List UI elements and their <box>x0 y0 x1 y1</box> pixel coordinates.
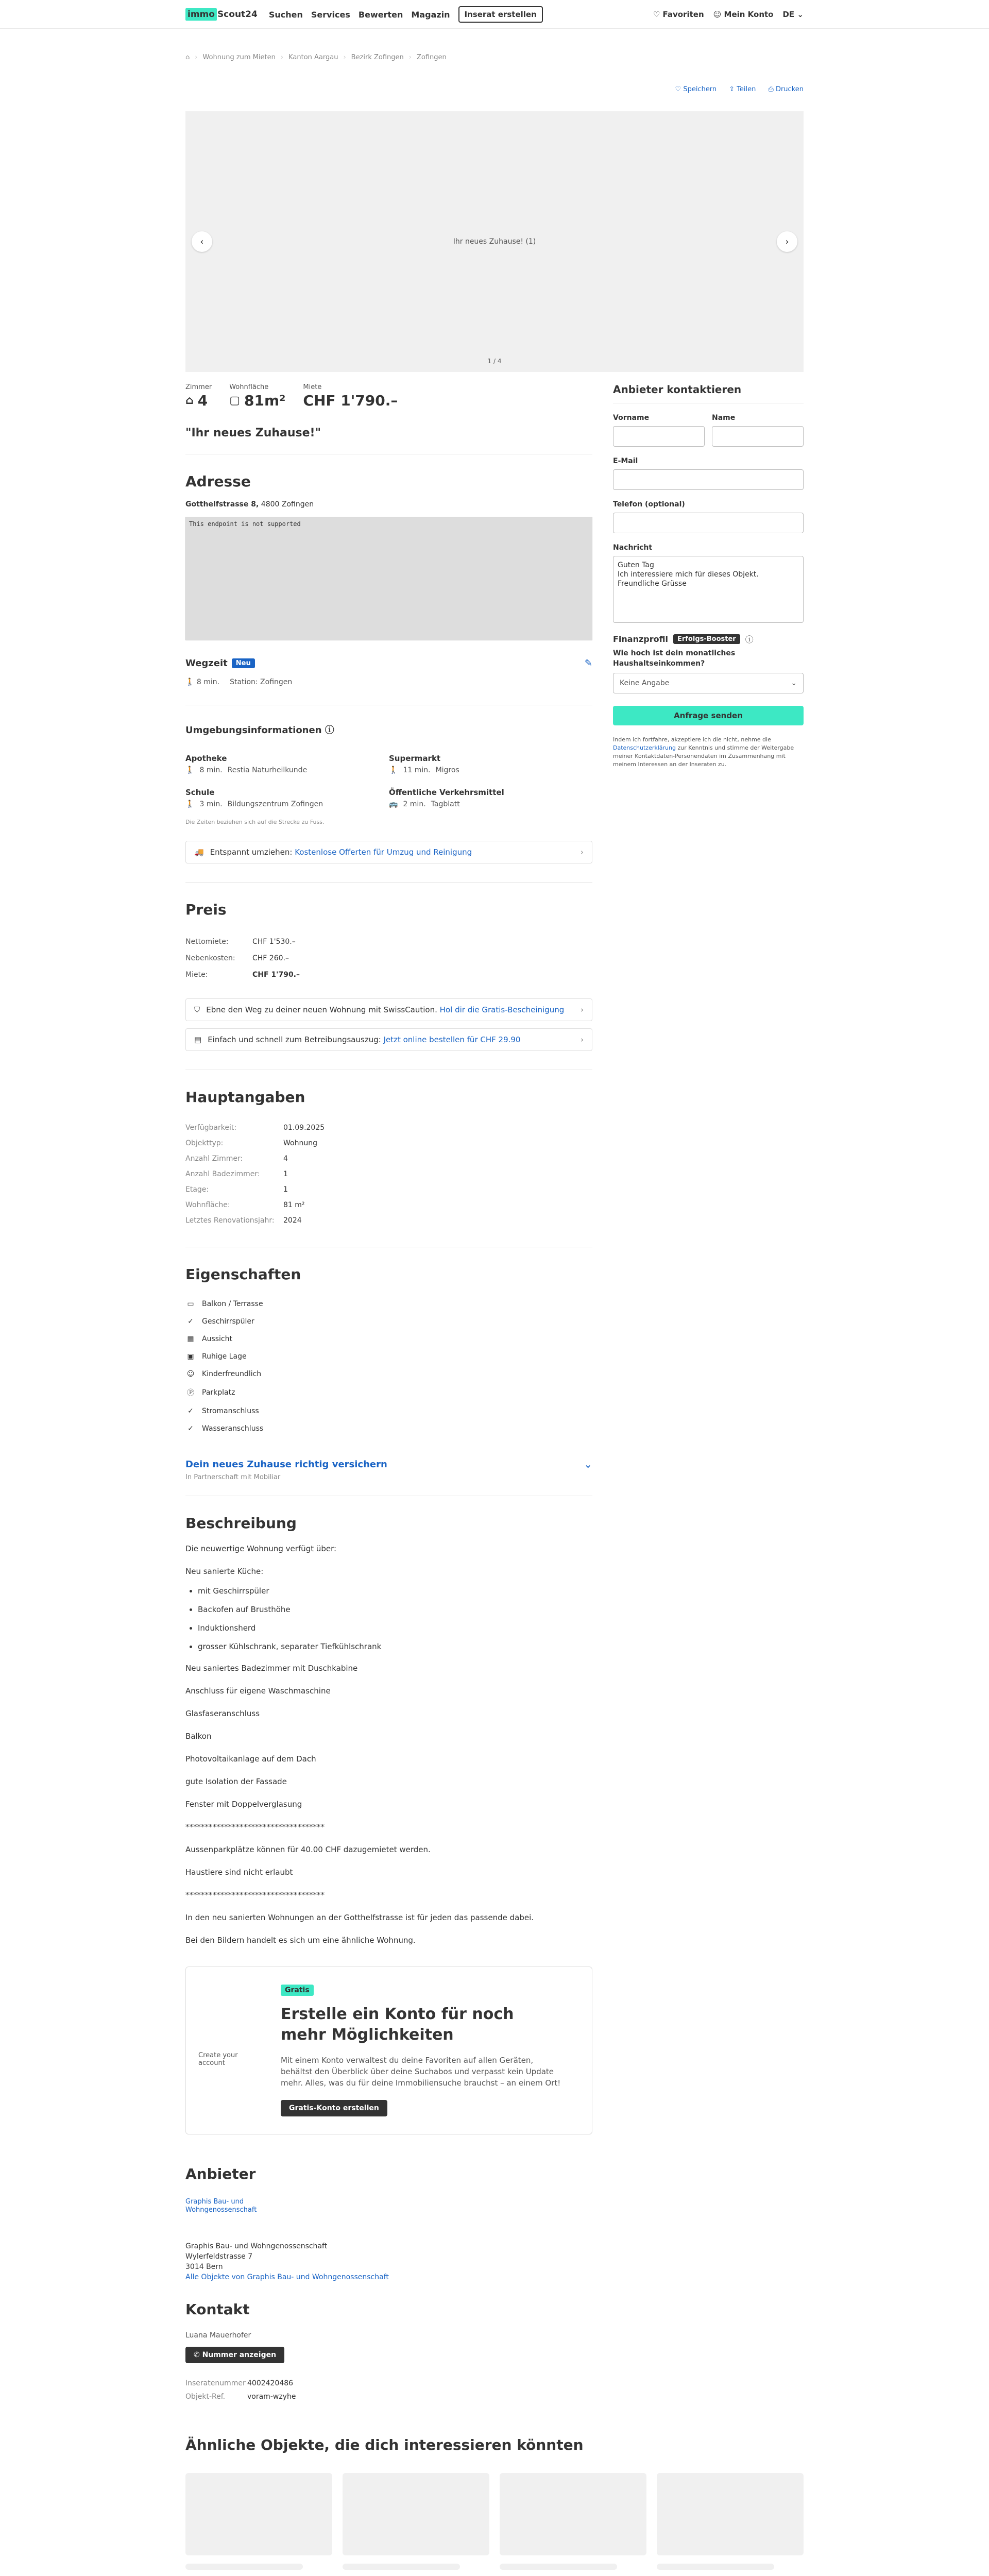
send-request-button[interactable]: Anfrage senden <box>613 706 804 725</box>
create-account-button[interactable]: Gratis-Konto erstellen <box>281 2100 387 2116</box>
key-facts: Zimmer ⌂ 4 Wohnfläche ▢ 81m² Miete CHF 1'790.– <box>185 383 398 409</box>
description-text: Anschluss für eigene Waschmaschine <box>185 1686 331 1696</box>
features-heading: Eigenschaften <box>185 1266 301 1283</box>
insurance-toggle[interactable]: Dein neues Zuhause richtig versichern ⌄ <box>185 1458 592 1470</box>
chevron-down-icon: ⌄ <box>791 679 797 687</box>
home-icon[interactable]: ⌂ <box>185 53 190 61</box>
data-row: Anzahl Badezimmer: 1 <box>185 1170 288 1178</box>
description-heading: Beschreibung <box>185 1515 297 1532</box>
data-row: Verfügbarkeit: 01.09.2025 <box>185 1124 325 1132</box>
logo[interactable]: immo Scout24 <box>185 8 258 21</box>
wegzeit-row: 🚶 8 min. Station: Zofingen <box>185 678 293 686</box>
data-row: Letztes Renovationsjahr: 2024 <box>185 1216 302 1225</box>
umgebung-title: Umgebungsinformationen ⓘ <box>185 725 334 736</box>
insert-button[interactable]: Inserat erstellen <box>458 6 543 23</box>
nav-suchen[interactable]: Suchen <box>268 9 303 20</box>
swisscaution-link[interactable]: Hol dir die Gratis-Bescheinigung <box>439 1005 565 1014</box>
walk-icon: 🚶 <box>185 678 195 686</box>
chevron-right-icon: › <box>581 1035 584 1044</box>
feature-item: ▣ Ruhige Lage <box>185 1348 592 1365</box>
phone-icon: ✆ <box>194 2351 200 2359</box>
balcony-icon: ▭ <box>187 1300 194 1308</box>
price-row: Nebenkosten: CHF 260.– <box>185 954 289 962</box>
booster-badge: Erfolgs-Booster <box>673 634 740 644</box>
similar-heading: Ähnliche Objekte, die dich interessieren könnten <box>185 2436 584 2453</box>
quiet-icon: ▣ <box>187 1352 194 1361</box>
image-gallery[interactable] <box>185 111 804 372</box>
gallery-counter: 1 / 4 <box>487 358 502 365</box>
document-icon: ▤ <box>194 1035 202 1044</box>
data-row: Anzahl Zimmer: 4 <box>185 1155 288 1163</box>
check-icon: ✓ <box>187 1425 194 1433</box>
pencil-icon[interactable]: ✎ <box>584 658 592 669</box>
address-text: Gotthelfstrasse 8, 4800 Zofingen <box>185 500 314 509</box>
listing-title: "Ihr neues Zuhause!" <box>185 427 592 454</box>
feature-item: ✓ Stromanschluss <box>185 1402 592 1420</box>
moving-promo-link[interactable]: Kostenlose Offerten für Umzug und Reinigung <box>295 848 472 857</box>
phone-input[interactable] <box>613 513 804 533</box>
provider-all-link[interactable]: Alle Objekte von Graphis Bau- und Wohngenossenschaft <box>185 2273 389 2281</box>
favorites-link[interactable]: ♡ Favoriten <box>653 10 704 19</box>
feature-item: ▭ Balkon / Terrasse <box>185 1295 592 1313</box>
area-icon: ▢ <box>229 394 240 407</box>
truck-icon: 🚚 <box>194 848 204 857</box>
gallery-image: Ihr neues Zuhause! (1) <box>453 238 536 246</box>
price-row: Miete: CHF 1'790.– <box>185 971 300 979</box>
insurance-sub: In Partnerschaft mit Mobiliar <box>185 1473 592 1496</box>
walk-icon: 🚶 <box>185 766 195 774</box>
child-icon: ☺ <box>186 1370 195 1378</box>
account-promo-title: Erstelle ein Konto für noch mehr Möglichkeiten <box>281 2005 514 2044</box>
chevron-right-icon: › <box>581 848 584 857</box>
description-text: Balkon <box>185 1732 212 1741</box>
account-promo-text: Mit einem Konto verwaltest du deine Favoriten auf allen Geräten, behältst den Überblick über deine Suchabos und verpasst kein Update mehr. Alles, was du für deine Immobiliensuche brauchst – an einem Ort! <box>281 2056 561 2088</box>
breadcrumb-item[interactable]: Bezirk Zofingen <box>351 53 404 61</box>
description-text: Bei den Bildern handelt es sich um eine ähnliche Wohnung. <box>185 1936 416 1945</box>
check-icon: ✓ <box>187 1407 194 1415</box>
swisscaution-promo[interactable]: ⛉ Ebne den Weg zu deiner neuen Wohnung mit SwissCaution. Hol dir die Gratis-Bescheinigung › <box>185 998 592 1021</box>
email-input[interactable] <box>613 469 804 490</box>
walk-icon: 🚶 <box>389 766 398 774</box>
breadcrumb: ⌂ › Wohnung zum Mieten › Kanton Aargau › Bezirk Zofingen › Zofingen <box>185 53 447 61</box>
breadcrumb-item[interactable]: Zofingen <box>417 53 447 61</box>
walk-icon: 🚶 <box>185 800 195 808</box>
shield-icon: ⛉ <box>194 1005 200 1014</box>
legal-text: Indem ich fortfahre, akzeptiere ich die nicht, nehme die Datenschutzerklärung zur Kenntnis und stimme der Weitergabe meiner Kontaktdaten-Personendaten im Zusammenhang mit meinem Interessen an der Inseraten zu. <box>613 736 794 768</box>
similar-card[interactable] <box>500 2473 646 2576</box>
first-name-input[interactable] <box>613 426 705 447</box>
message-textarea[interactable]: Guten Tag Ich interessiere mich für dieses Objekt. Freundliche Grüsse <box>613 556 804 623</box>
chevron-down-icon: ⌄ <box>584 1458 592 1470</box>
kitchen-list: • mit Geschirrspüler • Backofen auf Brusthöhe • Induktionsherd • grosser Kühlschrank, separater Tiefkühlschrank <box>198 1586 592 1651</box>
house-icon: ⌂ <box>185 394 194 407</box>
similar-objects <box>185 2436 804 2576</box>
check-icon: ✓ <box>187 1317 194 1326</box>
main-content <box>185 383 592 2403</box>
privacy-link[interactable]: Datenschutzerklärung <box>613 744 676 751</box>
nav-bewerten[interactable]: Bewerten <box>358 9 403 20</box>
contact-form-title: Anbieter kontaktieren <box>613 383 804 403</box>
share-row <box>185 86 804 111</box>
similar-card[interactable] <box>185 2473 332 2576</box>
contact-name: Luana Mauerhofer <box>185 2331 251 2340</box>
info-icon[interactable]: ⓘ <box>745 635 754 645</box>
nav-magazin[interactable]: Magazin <box>411 9 450 20</box>
description-text: In den neu sanierten Wohnungen an der Gotthelfstrasse ist für jeden das passende dabei. <box>185 1913 534 1922</box>
share-button[interactable]: ⇪ Teilen <box>729 86 756 93</box>
income-select[interactable]: Keine Angabe ⌄ <box>613 673 804 693</box>
mobiliar-logo: Mobiliar <box>253 1473 281 1481</box>
description-text: Photovoltaikanlage auf dem Dach <box>185 1754 316 1764</box>
umgebung-note: Die Zeiten beziehen sich auf die Strecke zu Fuss. <box>185 819 325 825</box>
description-text: Aussenparkplätze können für 40.00 CHF dazugemietet werden. <box>185 1845 431 1854</box>
description-text: gute Isolation der Fassade <box>185 1777 287 1786</box>
account-promo <box>185 1967 592 2134</box>
wegzeit-title: Wegzeit <box>185 658 228 669</box>
parking-icon: Ⓟ <box>187 1389 194 1397</box>
betreibung-promo[interactable]: ▤ Einfach und schnell zum Betreibungsauszug: Jetzt online bestellen für CHF 29.90 › <box>185 1028 592 1051</box>
user-icon: ☺ <box>713 10 722 19</box>
nav-services[interactable]: Services <box>311 9 350 20</box>
similar-card[interactable] <box>343 2473 489 2576</box>
breadcrumb-item[interactable]: Kanton Aargau <box>288 53 338 61</box>
umgebung-item: Schule 🚶 3 min. Bildungszentrum Zofingen <box>185 788 323 808</box>
umgebung-item: Apotheke 🚶 8 min. Restia Naturheilkunde <box>185 754 308 774</box>
betreibung-link[interactable]: Jetzt online bestellen für CHF 29.90 <box>383 1035 521 1044</box>
show-number-button[interactable]: ✆ Nummer anzeigen <box>185 2347 284 2363</box>
free-badge: Gratis <box>281 1985 314 1996</box>
info-icon[interactable]: ⓘ <box>325 725 334 736</box>
description-text: Haustiere sind nicht erlaubt <box>185 1868 293 1877</box>
account-image: Create your account <box>198 2052 238 2067</box>
description-text: Glasfaseranschluss <box>185 1709 260 1718</box>
feature-item: ✓ Geschirrspüler <box>185 1313 592 1330</box>
view-icon: ▦ <box>187 1335 194 1343</box>
contact-row: Objekt-Ref. voram-wzyhe <box>185 2393 296 2401</box>
breadcrumb-item[interactable]: Wohnung zum Mieten <box>202 53 276 61</box>
feature-item: ▦ Aussicht <box>185 1330 592 1348</box>
description-text: Die neuwertige Wohnung verfügt über: <box>185 1544 337 1553</box>
chevron-right-icon[interactable]: › <box>777 231 797 252</box>
provider-info: Graphis Bau- und Wohngenossenschaft Wylerfeldstrasse 7 3014 Bern Alle Objekte von Graphis Bau- und Wohngenossenschaft <box>185 2242 389 2281</box>
contact-form: Anbieter kontaktieren Vorname Name E-Mail Telefon (optional) Nachricht Guten Tag Ich interessiere mich für dieses Objekt. Freundliche Grüsse Finanzprofil Erfolgs-Booster ⓘ Wie hoch ist dein monatliches Haushaltseinkommen? Keine Angabe ⌄ Anfrage senden Indem ich fortfahre, akzeptiere ich die nicht, nehme die Datenschutzerklärung zur Kenntnis und stimme der Weitergabe meiner Kontaktdaten-Personendaten im Zusammenhang mit meinem Interessen an der Inseraten zu. <box>613 383 804 2403</box>
description-text: Fenster mit Doppelverglasung <box>185 1800 302 1809</box>
contact-row: Inseratenummer 4002420486 <box>185 2379 294 2387</box>
main-data-heading: Hauptangaben <box>185 1089 305 1106</box>
provider-logo[interactable]: Graphis Bau- und Wohngenossenschaft <box>185 2198 257 2214</box>
feature-item: Ⓟ Parkplatz <box>185 1383 592 1402</box>
chevron-left-icon[interactable]: ‹ <box>192 231 212 252</box>
heart-icon: ♡ <box>653 10 660 19</box>
feature-item: ✓ Wasseranschluss <box>185 1420 592 1437</box>
umgebung-item: Supermarkt 🚶 11 min. Migros <box>389 754 459 774</box>
price-heading: Preis <box>185 901 227 918</box>
moving-promo[interactable]: 🚚 Entspannt umziehen: Kostenlose Offerten für Umzug und Reinigung › <box>185 841 592 863</box>
data-row: Etage: 1 <box>185 1185 288 1194</box>
description-text: Neu saniertes Badezimmer mit Duschkabine <box>185 1664 358 1673</box>
account-link[interactable]: ☺ Mein Konto <box>713 10 774 19</box>
chevron-down-icon: ⌄ <box>797 10 804 19</box>
site-header <box>0 0 989 29</box>
description-text: ************************************ <box>185 1822 325 1832</box>
new-badge: Neu <box>232 658 255 668</box>
similar-card[interactable] <box>657 2473 804 2576</box>
language-select[interactable]: DE ⌄ <box>782 10 804 19</box>
last-name-input[interactable] <box>712 426 804 447</box>
umgebung-item: Öffentliche Verkehrsmittel 🚌 2 min. Tagblatt <box>389 788 504 808</box>
chevron-right-icon: › <box>581 1005 584 1014</box>
bus-icon: 🚌 <box>389 800 398 808</box>
data-row: Wohnfläche: 81 m² <box>185 1201 305 1209</box>
print-button[interactable]: ⎙ Drucken <box>768 86 804 93</box>
data-row: Objekttyp: Wohnung <box>185 1139 317 1147</box>
description-text: ************************************ <box>185 1890 325 1900</box>
address-heading: Adresse <box>185 473 251 490</box>
provider-heading: Anbieter <box>185 2165 256 2182</box>
contact-heading: Kontakt <box>185 2301 250 2318</box>
feature-item: ☺ Kinderfreundlich <box>185 1365 592 1383</box>
save-button[interactable]: ♡ Speichern <box>675 86 717 93</box>
description-text: Neu sanierte Küche: <box>185 1567 264 1576</box>
map[interactable]: This endpoint is not supported <box>185 517 592 640</box>
price-row: Nettomiete: CHF 1'530.– <box>185 938 296 946</box>
